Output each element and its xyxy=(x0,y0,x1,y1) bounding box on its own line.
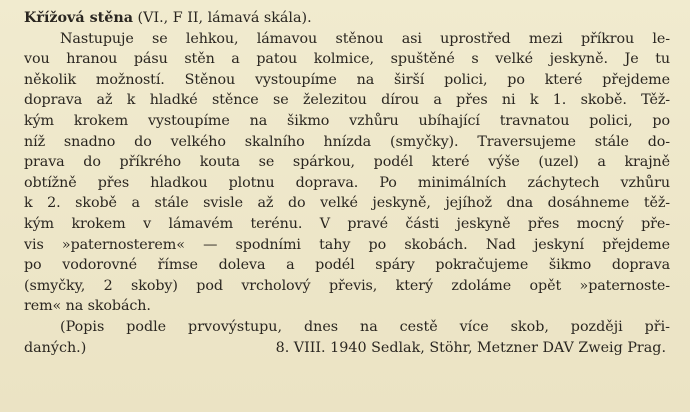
text-line: (smyčky, 2 skoby) pod vrcholový převis, který zdoláme opět »paternoste- xyxy=(24,277,670,294)
text-line: doprava až k hladké stěnce se železitou dírou a přes ni k 1. skobě. Těž- xyxy=(24,92,670,109)
text-line: vis »paternosterem« — spodními tahy po skobách. Nad jeskyní přejdeme xyxy=(24,236,670,253)
text-line: kým krokem vystoupíme na šikmo vzhůru ubíhající travnatou polici, po xyxy=(24,112,670,129)
text-line: k 2. skobě a stále svisle až do velké jeskyně, jejíhož dna dosáhneme těž- xyxy=(24,195,670,212)
text-line: vou hranou pásu stěn a patou kolmice, spuštěné s velké jeskyně. Je tu xyxy=(24,51,670,68)
route-description xyxy=(24,29,670,317)
text-line: Nastupuje se lehkou, lámavou stěnou asi uprostřed mezi příkrou le- xyxy=(60,30,670,47)
first-ascent-note xyxy=(24,317,670,358)
text-line: níž snadno do velkého skalního hnízda (smyčky). Traversujeme stále do- xyxy=(24,133,670,150)
text-line: prava do příkrého kouta se spárkou, podél které výše (uzel) a krajně xyxy=(24,154,670,171)
note-line: (Popis podle prvovýstupu, dnes na cestě více skob, později při- xyxy=(60,318,670,335)
text-line: kým krokem v lámavém terénu. V pravé části jeskyně přes mocný pře- xyxy=(24,215,670,232)
text-line: několik možností. Stěnou vystoupíme na širší polici, po které přejdeme xyxy=(24,71,670,88)
note-last-row xyxy=(24,338,670,359)
text-line: obtížně přes hladkou plotnu doprava. Po minimálních záchytech vzhůru xyxy=(24,174,670,191)
route-heading xyxy=(24,8,670,29)
text-line: rem« na skobách. xyxy=(24,298,151,315)
text-line: po vodorovné římse doleva a podél spáry pokračujeme šikmo doprava xyxy=(24,257,670,274)
note-line: daných.) xyxy=(24,339,87,356)
first-ascent-credits: 8. VIII. 1940 Sedlak, Stöhr, Metzner DAV Zweig Prag. xyxy=(275,339,666,356)
route-title: Křížová stěna xyxy=(24,10,133,26)
route-subtitle: (VI., F II, lámavá skála). xyxy=(137,10,312,26)
